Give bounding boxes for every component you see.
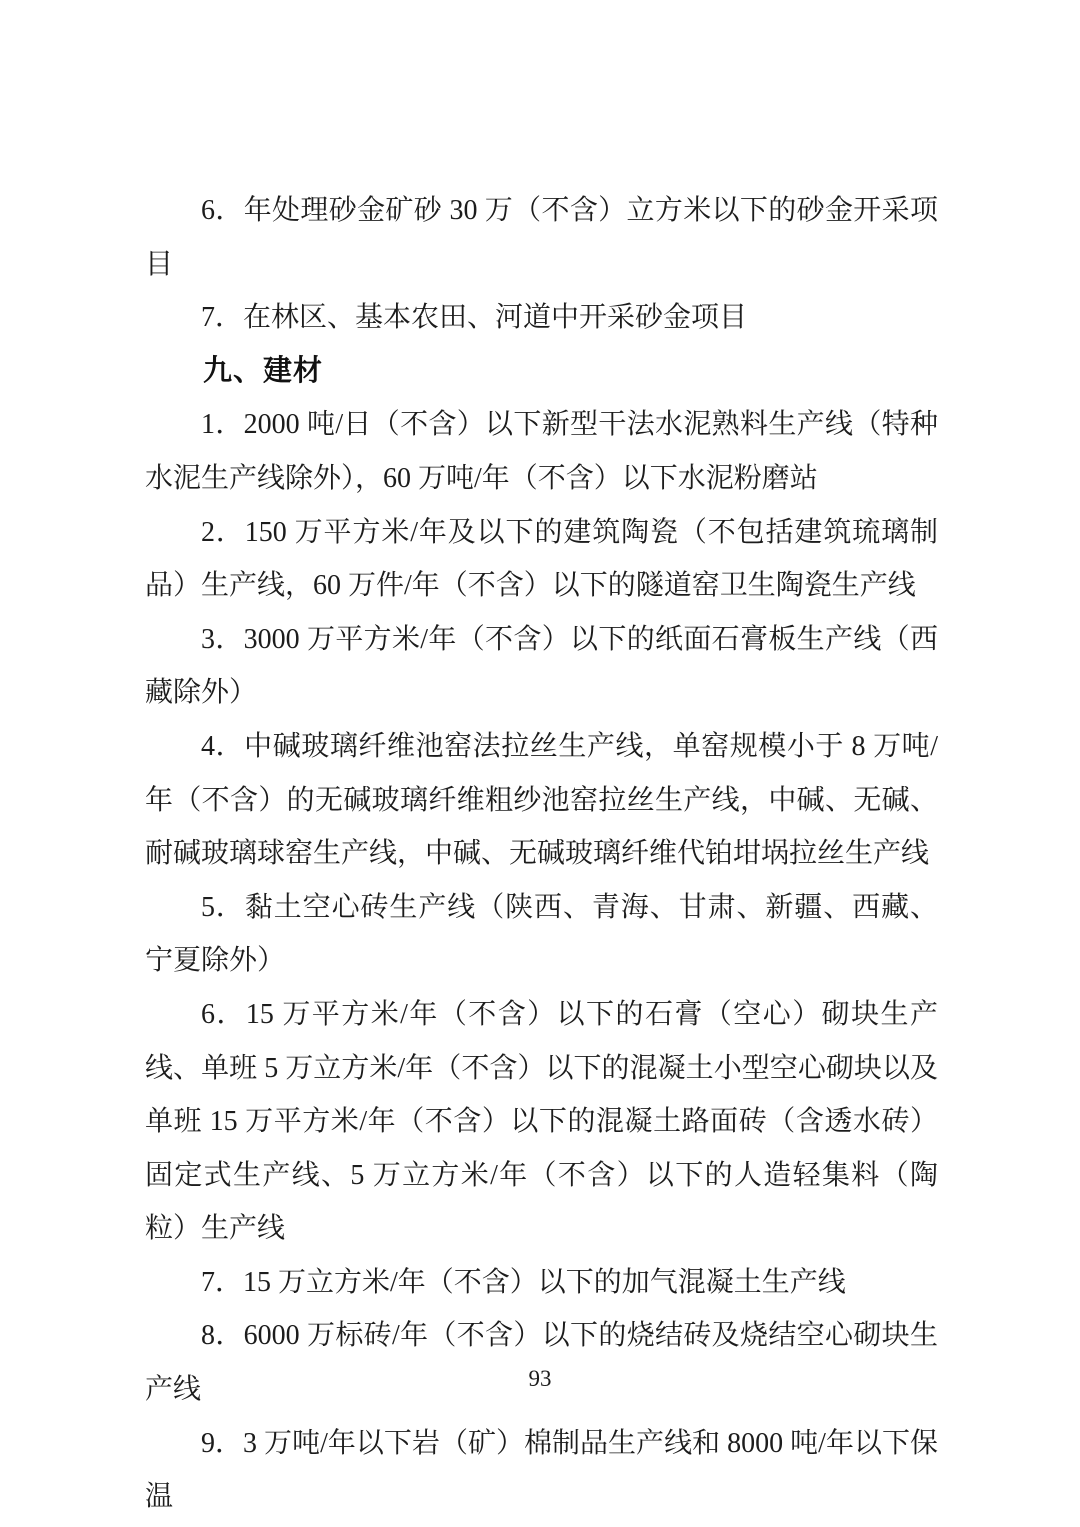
prev-section-item-6: 6．年处理砂金矿砂 30 万（不含）立方米以下的砂金开采项目 [145, 195, 938, 280]
building-materials-item-3: 3．3000 万平方米/年（不含）以下的纸面石膏板生产线（西藏除外） [145, 623, 938, 709]
section-heading-building-materials: 九、建材 [203, 354, 324, 387]
building-materials-item-8: 8．6000 万标砖/年（不含）以下的烧结砖及烧结空心砌块生产线 [145, 1320, 938, 1406]
page-number: 93 [528, 1366, 552, 1391]
document-body [145, 184, 938, 1524]
building-materials-item-4: 4．中碱玻璃纤维池窑法拉丝生产线，单窑规模小于 8 万吨/年（不含）的无碱玻璃纤维粗纱池窑拉丝生产线，中碱、无碱、耐碱玻璃球窑生产线，中碱、无碱玻璃纤维代铂坩埚拉丝生产线 [145, 730, 938, 870]
building-materials-item-7: 7．15 万立方米/年（不含）以下的加气混凝土生产线 [201, 1266, 846, 1298]
building-materials-item-9: 9．3 万吨/年以下岩（矿）棉制品生产线和 8000 吨/年以下保温 [145, 1427, 938, 1513]
building-materials-item-1: 1．2000 吨/日（不含）以下新型干法水泥熟料生产线（特种水泥生产线除外），60 万吨/年（不含）以下水泥粉磨站 [145, 409, 938, 494]
building-materials-item-6: 6．15 万平方米/年（不含）以下的石膏（空心）砌块生产线、单班 5 万立方米/年（不含）以下的混凝土小型空心砌块以及单班 15 万平方米/年（不含）以下的混凝土路面砖（含透水砖）固定式生产线、5 万立方米/年（不含）以下的人造轻集料（陶粒）生产线 [145, 998, 938, 1245]
prev-section-item-7: 7．在林区、基本农田、河道中开采砂金项目 [201, 302, 748, 334]
building-materials-item-5: 5．黏土空心砖生产线（陕西、青海、甘肃、新疆、西藏、宁夏除外） [145, 891, 938, 977]
building-materials-item-2: 2．150 万平方米/年及以下的建筑陶瓷（不包括建筑琉璃制品）生产线，60 万件/年（不含）以下的隧道窑卫生陶瓷生产线 [145, 516, 938, 602]
